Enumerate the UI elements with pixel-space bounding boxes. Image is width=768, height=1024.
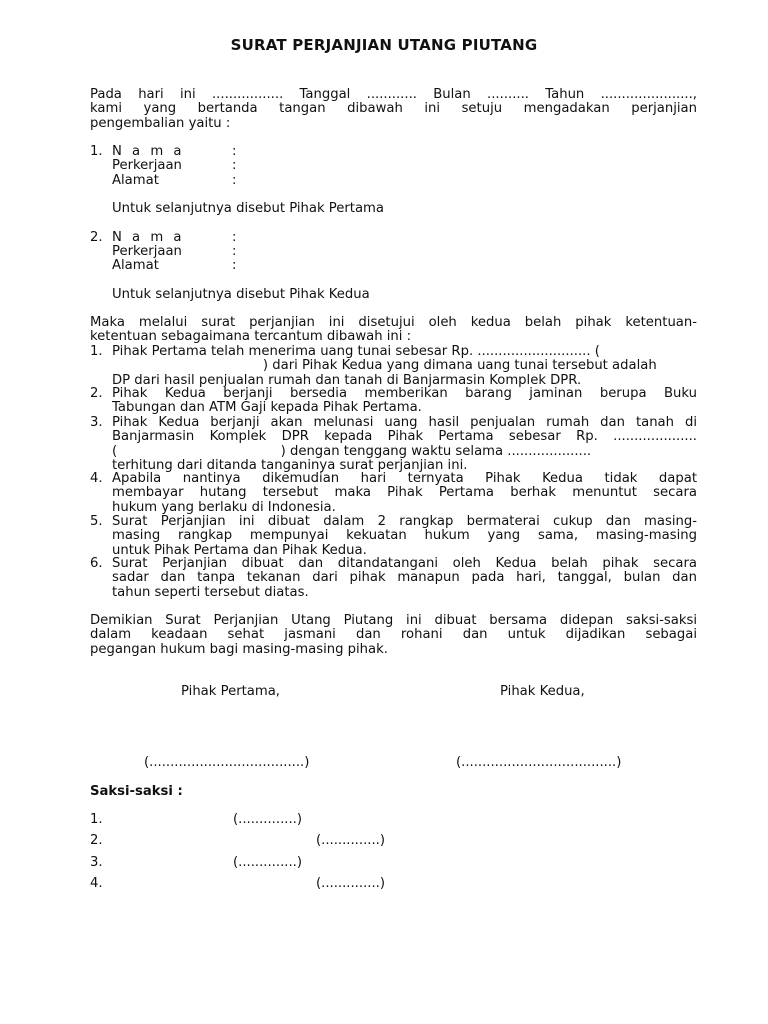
closing-line: Demikian Surat Perjanjian Utang Piutang ini dibuat bersama didepan saksi-saksi xyxy=(90,613,697,628)
first-party-signature-line: (.....................................) xyxy=(144,755,310,770)
party-one-number: 1. xyxy=(90,144,103,159)
term-line: masing rangkap mempunyai kekuatan hukum yang sama, masing-masing xyxy=(112,528,697,544)
term-line: untuk Pihak Pertama dan Pihak Kedua. xyxy=(112,542,367,558)
witness-number: 1. xyxy=(90,812,103,827)
field-colon: : xyxy=(232,144,237,159)
closing-line: pegangan hukum bagi masing-masing pihak. xyxy=(90,641,388,657)
term-line: Pihak Kedua berjanji bersedia memberikan barang jaminan berupa Buku xyxy=(112,386,697,401)
party-two-job-label: Perkerjaan xyxy=(112,244,182,259)
party-two-note: Untuk selanjutnya disebut Pihak Kedua xyxy=(112,287,370,302)
second-party-signature-line: (.....................................) xyxy=(456,755,622,770)
term-line: terhitung dari ditanda tanganinya surat perjanjian ini. xyxy=(112,457,468,473)
term-line: ( ) dengan tenggang waktu selama .................... xyxy=(112,443,592,459)
term-number: 5. xyxy=(90,514,103,529)
term-line: Banjarmasin Komplek DPR kepada Pihak Pertama sebesar Rp. .................... xyxy=(112,429,697,445)
party-two-address-label: Alamat xyxy=(112,258,159,273)
witness-signature-line: (..............) xyxy=(233,812,302,827)
term-number: 6. xyxy=(90,556,103,571)
document-title: SURAT PERJANJIAN UTANG PIUTANG xyxy=(230,36,538,54)
witness-number: 4. xyxy=(90,876,103,891)
term-line: tahun seperti tersebut diatas. xyxy=(112,584,309,600)
party-one-name-label: N a m a xyxy=(112,144,185,159)
term-line: Pihak Pertama telah menerima uang tunai sebesar Rp. ........................... ( xyxy=(112,344,600,359)
term-number: 1. xyxy=(90,344,103,359)
witness-signature-line: (..............) xyxy=(316,833,385,848)
term-line: DP dari hasil penjualan rumah dan tanah di Banjarmasin Komplek DPR. xyxy=(112,372,582,388)
term-item-4 xyxy=(112,472,697,515)
field-colon: : xyxy=(232,258,237,273)
intro-line: pengembalian yaitu : xyxy=(90,115,231,131)
term-number: 4. xyxy=(90,471,103,486)
party-two-name-label: N a m a xyxy=(112,230,185,245)
term-line: ) dari Pihak Kedua yang dimana uang tunai tersebut adalah xyxy=(112,358,657,374)
terms-intro-line: Maka melalui surat perjanjian ini disetujui oleh kedua belah pihak ketentuan- xyxy=(90,315,697,330)
term-item-5 xyxy=(112,515,697,558)
term-item-2 xyxy=(112,387,697,416)
closing-paragraph xyxy=(90,614,697,657)
party-one-address-label: Alamat xyxy=(112,173,159,188)
term-line: Surat Perjanjian ini dibuat dalam 2 rangkap bermaterai cukup dan masing- xyxy=(112,514,697,529)
intro-line: kami yang bertanda tangan dibawah ini setuju mengadakan perjanjian xyxy=(90,101,697,117)
witness-heading: Saksi-saksi : xyxy=(90,784,183,799)
intro-paragraph xyxy=(90,88,697,131)
second-party-signature-label: Pihak Kedua, xyxy=(500,684,585,699)
closing-line: dalam keadaan sehat jasmani dan rohani dan untuk dijadikan sebagai xyxy=(90,627,697,643)
term-line: Surat Perjanjian dibuat dan ditandatangani oleh Kedua belah pihak secara xyxy=(112,556,697,571)
term-line: Apabila nantinya dikemudian hari ternyata Pihak Kedua tidak dapat xyxy=(112,471,697,486)
field-colon: : xyxy=(232,230,237,245)
party-two-number: 2. xyxy=(90,230,103,245)
party-one-note: Untuk selanjutnya disebut Pihak Pertama xyxy=(112,201,384,216)
term-line: membayar hutang tersebut maka Pihak Pertama berhak menuntut secara xyxy=(112,485,697,501)
terms-intro-paragraph xyxy=(90,316,697,345)
term-number: 3. xyxy=(90,415,103,430)
term-item-3 xyxy=(112,416,697,473)
term-line: sadar dan tanpa tekanan dari pihak manapun pada hari, tanggal, bulan dan xyxy=(112,570,697,586)
witness-signature-line: (..............) xyxy=(316,876,385,891)
term-line: Pihak Kedua berjanji akan melunasi uang hasil penjualan rumah dan tanah di xyxy=(112,415,697,430)
field-colon: : xyxy=(232,244,237,259)
party-one-job-label: Perkerjaan xyxy=(112,158,182,173)
witness-signature-line: (..............) xyxy=(233,855,302,870)
field-colon: : xyxy=(232,158,237,173)
field-colon: : xyxy=(232,173,237,188)
witness-number: 2. xyxy=(90,833,103,848)
term-item-1 xyxy=(112,345,697,388)
terms-intro-line: ketentuan sebagaimana tercantum dibawah ini : xyxy=(90,329,412,345)
intro-line: Pada hari ini ................. Tanggal ............ Bulan .......... Tahun ......................, xyxy=(90,87,697,102)
term-line: Tabungan dan ATM Gaji kepada Pihak Pertama. xyxy=(112,400,422,416)
term-line: hukum yang berlaku di Indonesia. xyxy=(112,499,336,515)
term-number: 2. xyxy=(90,386,103,401)
witness-number: 3. xyxy=(90,855,103,870)
first-party-signature-label: Pihak Pertama, xyxy=(181,684,280,699)
term-item-6 xyxy=(112,557,697,600)
